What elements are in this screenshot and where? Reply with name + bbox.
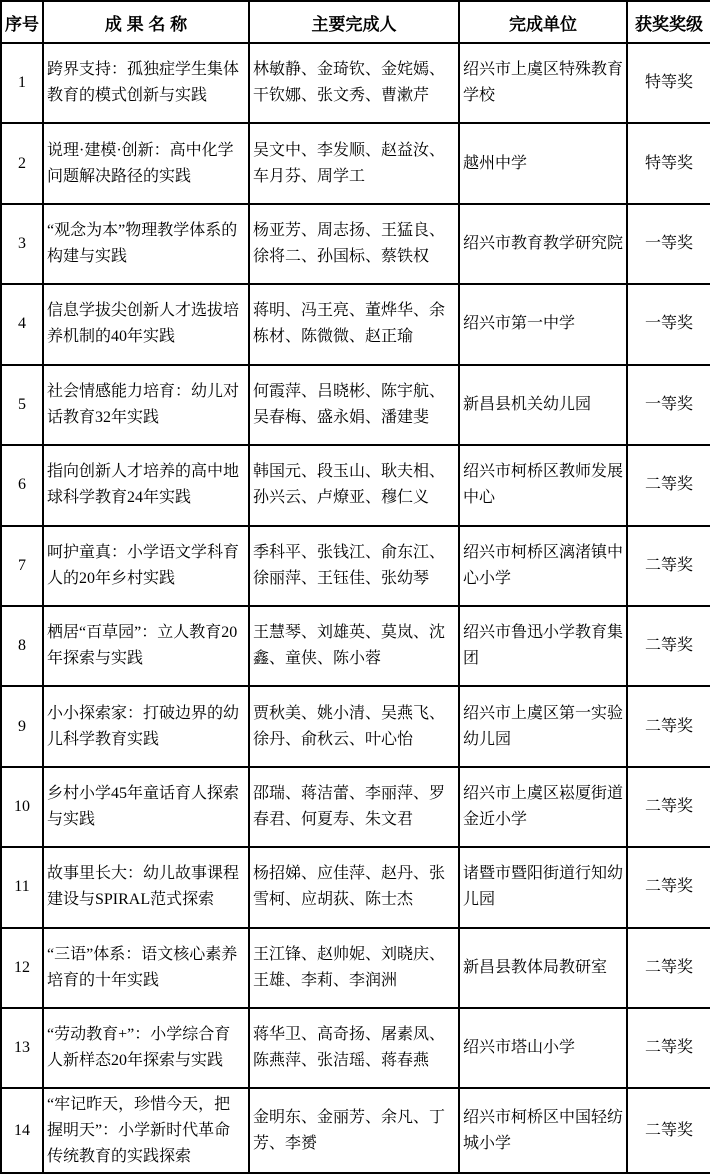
cell-main-contributors: 林敏静、金琦钦、金姹嫣、干钦娜、张文秀、曹漱芹 [249,43,459,123]
cell-serial-number: 5 [1,365,43,445]
cell-main-contributors: 吴文中、李发顺、赵益汝、车月芬、周学工 [249,123,459,203]
cell-completing-unit: 绍兴市柯桥区漓渚镇中心小学 [459,526,627,606]
cell-achievement-name: 社会情感能力培育：幼儿对话教育32年实践 [43,365,249,445]
cell-completing-unit: 绍兴市柯桥区中国轻纺城小学 [459,1088,627,1173]
cell-award-level: 二等奖 [627,606,710,686]
cell-completing-unit: 诸暨市暨阳街道行知幼儿园 [459,847,627,927]
table-row [1,767,710,847]
table-row [1,284,710,364]
table-body [1,43,710,1173]
cell-main-contributors: 蒋华卫、高奇扬、屠素凤、陈燕萍、张洁瑶、蒋春燕 [249,1008,459,1088]
table-row [1,928,710,1008]
cell-completing-unit: 新昌县教体局教研室 [459,928,627,1008]
cell-serial-number: 3 [1,204,43,284]
cell-completing-unit: 绍兴市柯桥区教师发展中心 [459,445,627,525]
cell-main-contributors: 王慧琴、刘雄英、莫岚、沈鑫、童侠、陈小蓉 [249,606,459,686]
cell-main-contributors: 韩国元、段玉山、耿夫相、孙兴云、卢燎亚、穆仁义 [249,445,459,525]
cell-completing-unit: 绍兴市鲁迅小学教育集团 [459,606,627,686]
cell-award-level: 二等奖 [627,847,710,927]
cell-serial-number: 11 [1,847,43,927]
cell-completing-unit: 绍兴市教育教学研究院 [459,204,627,284]
cell-main-contributors: 季科平、张钱江、俞东江、徐丽萍、王钰佳、张幼琴 [249,526,459,606]
table-row [1,43,710,123]
cell-award-level: 特等奖 [627,123,710,203]
cell-serial-number: 8 [1,606,43,686]
cell-achievement-name: “劳动教育+”：小学综合育人新样态20年探索与实践 [43,1008,249,1088]
table-row [1,526,710,606]
cell-award-level: 一等奖 [627,365,710,445]
table-row [1,1008,710,1088]
cell-award-level: 二等奖 [627,686,710,766]
cell-achievement-name: 故事里长大：幼儿故事课程建设与SPIRAL范式探索 [43,847,249,927]
table-row [1,204,710,284]
table-row [1,123,710,203]
table-row [1,847,710,927]
cell-completing-unit: 绍兴市塔山小学 [459,1008,627,1088]
cell-achievement-name: 说理·建模·创新：高中化学问题解决路径的实践 [43,123,249,203]
table-row [1,365,710,445]
cell-achievement-name: 跨界支持：孤独症学生集体教育的模式创新与实践 [43,43,249,123]
cell-serial-number: 7 [1,526,43,606]
cell-award-level: 二等奖 [627,1088,710,1173]
table-row [1,1088,710,1173]
cell-achievement-name: “牢记昨天，珍惜今天，把握明天”：小学新时代革命传统教育的实践探索 [43,1088,249,1173]
cell-completing-unit: 越州中学 [459,123,627,203]
cell-main-contributors: 王江锋、赵帅妮、刘晓庆、王雄、李莉、李润洲 [249,928,459,1008]
cell-serial-number: 4 [1,284,43,364]
cell-serial-number: 13 [1,1008,43,1088]
cell-achievement-name: 小小探索家：打破边界的幼儿科学教育实践 [43,686,249,766]
cell-main-contributors: 蒋明、冯王亮、董烨华、余栋材、陈微微、赵正瑜 [249,284,459,364]
cell-award-level: 一等奖 [627,204,710,284]
cell-main-contributors: 杨亚芳、周志扬、王猛良、徐将二、孙国标、蔡铁权 [249,204,459,284]
cell-completing-unit: 绍兴市上虞区第一实验幼儿园 [459,686,627,766]
table-header [1,1,710,43]
column-header-achievement-name: 成 果 名 称 [43,1,249,43]
cell-completing-unit: 新昌县机关幼儿园 [459,365,627,445]
cell-serial-number: 14 [1,1088,43,1173]
cell-serial-number: 10 [1,767,43,847]
cell-completing-unit: 绍兴市第一中学 [459,284,627,364]
cell-award-level: 二等奖 [627,767,710,847]
cell-achievement-name: 指向创新人才培养的高中地球科学教育24年实践 [43,445,249,525]
cell-achievement-name: 乡村小学45年童话育人探索与实践 [43,767,249,847]
cell-main-contributors: 贾秋美、姚小清、吴燕飞、徐丹、俞秋云、叶心怡 [249,686,459,766]
cell-main-contributors: 邵瑞、蒋洁蕾、李丽萍、罗春君、何夏寿、朱文君 [249,767,459,847]
cell-award-level: 特等奖 [627,43,710,123]
column-header-serial-number: 序号 [1,1,43,43]
cell-serial-number: 9 [1,686,43,766]
cell-achievement-name: 栖居“百草园”：立人教育20年探索与实践 [43,606,249,686]
cell-achievement-name: 信息学拔尖创新人才选拔培养机制的40年实践 [43,284,249,364]
cell-award-level: 二等奖 [627,526,710,606]
cell-serial-number: 1 [1,43,43,123]
table-row [1,686,710,766]
cell-completing-unit: 绍兴市上虞区特殊教育学校 [459,43,627,123]
cell-achievement-name: “三语”体系：语文核心素养培育的十年实践 [43,928,249,1008]
table-row [1,445,710,525]
column-header-award-level: 获奖奖级 [627,1,710,43]
cell-award-level: 二等奖 [627,445,710,525]
cell-main-contributors: 杨招娣、应佳萍、赵丹、张雪柯、应胡荻、陈士杰 [249,847,459,927]
cell-award-level: 一等奖 [627,284,710,364]
table-row [1,606,710,686]
cell-award-level: 二等奖 [627,1008,710,1088]
column-header-main-contributors: 主要完成人 [249,1,459,43]
cell-serial-number: 6 [1,445,43,525]
cell-completing-unit: 绍兴市上虞区崧厦街道金近小学 [459,767,627,847]
header-row [1,1,710,43]
cell-main-contributors: 金明东、金丽芳、余凡、丁芳、李赟 [249,1088,459,1173]
cell-award-level: 二等奖 [627,928,710,1008]
cell-serial-number: 2 [1,123,43,203]
column-header-completing-unit: 完成单位 [459,1,627,43]
cell-serial-number: 12 [1,928,43,1008]
cell-achievement-name: “观念为本”物理教学体系的构建与实践 [43,204,249,284]
cell-main-contributors: 何霞萍、吕晓彬、陈宇航、吴春梅、盛永娟、潘建斐 [249,365,459,445]
cell-achievement-name: 呵护童真：小学语文学科育人的20年乡村实践 [43,526,249,606]
